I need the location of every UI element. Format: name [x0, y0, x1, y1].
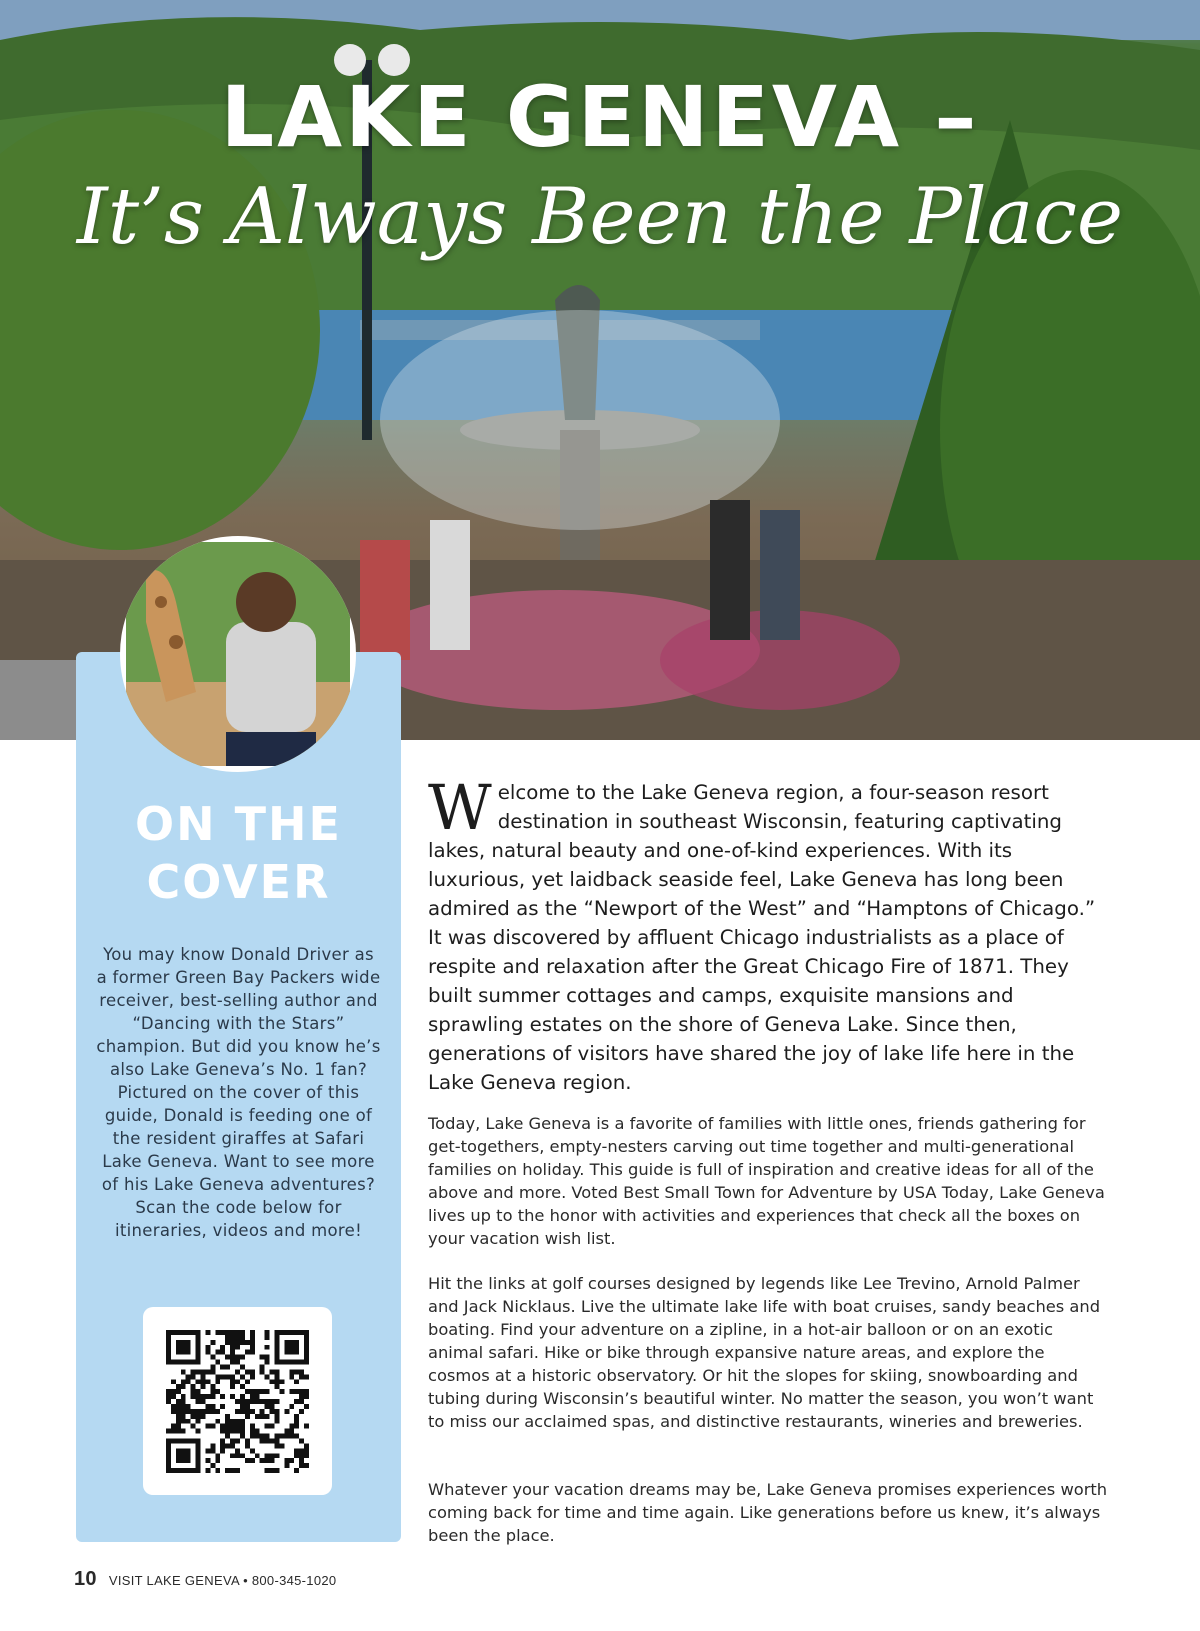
cover-photo-avatar [120, 536, 356, 772]
headline: LAKE GENEVA – [220, 68, 980, 166]
heading-line-2: COVER [146, 855, 331, 909]
qr-code-icon[interactable] [166, 1330, 309, 1473]
subheadline-script: It’s Always Been the Place [76, 172, 1124, 262]
page-footer [74, 1568, 336, 1591]
lead-text: elcome to the Lake Geneva region, a four-season resort destination in southeast Wisconsin, featuring captivating lakes, natural beauty and one-of-kind experiences. With its luxurious, yet laidback seaside feel, Lake Geneva has long been admired as the “Newport of the West” and “Hamptons of Chicago.” It was discovered by affluent Chicago industrialists as a place of respite and relaxation after the Great Chicago Fire of 1871. They built summer cottages and camps, exquisite mansions and sprawling estates on the shore of Geneva Lake. Since then, generations of visitors have shared the joy of lake life here in the Lake Geneva region. [428, 781, 1096, 1094]
article-paragraph-2: Hit the links at golf courses designed by legends like Lee Trevino, Arnold Palmer and Jack Nicklaus. Live the ultimate lake life with boat cruises, sandy beaches and boating. Find your adventure on a zipline, in a hot-air balloon or on an exotic animal safari. Hike or bike through expansive nature areas, and explore the cosmos at a historic observatory. Or hit the slopes for skiing, snowboarding and tubing during Wisconsin’s beautiful winter. No matter the season, you won’t want to miss our acclaimed spas, and distinctive restaurants, wineries and breweries. [428, 1274, 1101, 1431]
footer-text: VISIT LAKE GENEVA • 800-345-1020 [108, 1573, 337, 1588]
article-lead [428, 771, 1098, 1097]
on-the-cover-heading [76, 795, 401, 911]
article-paragraph-3: Whatever your vacation dreams may be, Lake Geneva promises experiences worth coming back for time and time again. Like generations before us knew, it’s always been the place. [428, 1480, 1108, 1545]
donald-giraffe-photo [126, 542, 350, 766]
page-number: 10 [74, 1568, 97, 1590]
heading-line-1: ON THE [135, 797, 342, 851]
qr-code-card[interactable] [143, 1307, 332, 1495]
on-the-cover-text: You may know Donald Driver as a former Green Bay Packers wide receiver, best-selling author and “Dancing with the Stars” champion. But did you know he’s also Lake Geneva’s No. 1 fan? Pictured on the cover of this guide, Donald is feeding one of the resident giraffes at Safari Lake Geneva. Want to see more of his Lake Geneva adventures? Scan the code below for itineraries, videos and more! [96, 945, 381, 1240]
article-paragraph-1: Today, Lake Geneva is a favorite of families with little ones, friends gathering for get-togethers, empty-nesters carving out time together and multi-generational families on holiday. This guide is full of inspiration and creative ideas for all of the above and more. Voted Best Small Town for Adventure by USA Today, Lake Geneva lives up to the honor with activities and experiences that check all the boxes on your vacation wish list. [428, 1114, 1105, 1248]
drop-cap: W [428, 771, 492, 844]
